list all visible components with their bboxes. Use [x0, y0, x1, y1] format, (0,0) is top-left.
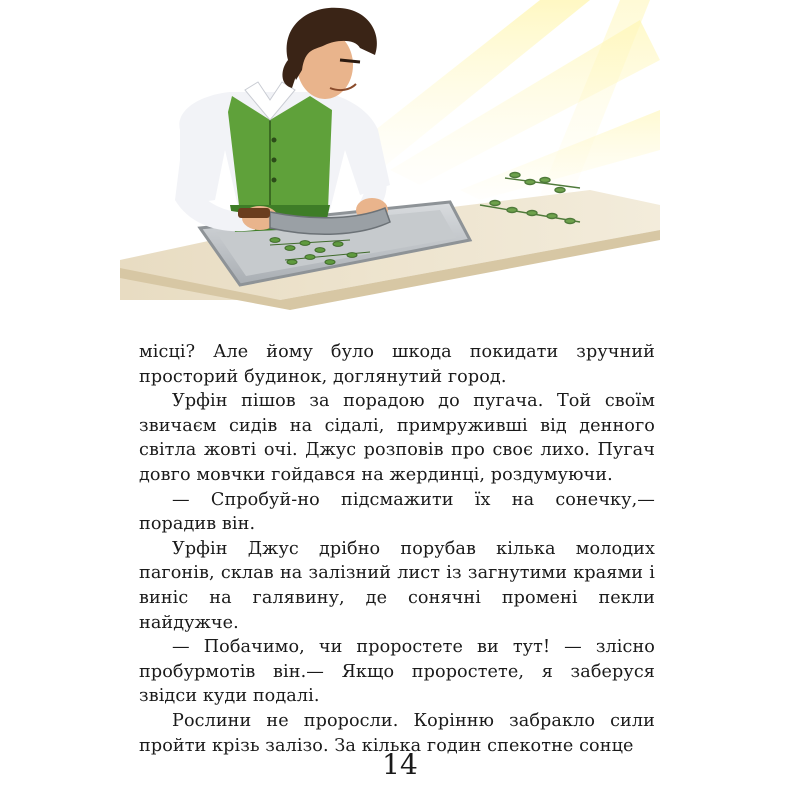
paragraph: — Побачимо, чи проростете ви тут! — злісно пробурмотів він.— Якщо проростете, я заберуся звідси куди подалі. — [139, 637, 655, 707]
paragraph: місці? Але йому було шкода покидати зручний просторий будинок, доглянутий город. — [139, 342, 655, 387]
paragraph: — Спробуй-но підсмажити їх на сонечку,— порадив він. — [139, 489, 655, 535]
paragraph: Рослини не проросли. Корінню забракло сили пройти крізь залізо. За кілька годин спекотне сонце — [139, 710, 655, 756]
paragraph: Урфін пішов за порадою до пугача. Той своїм звичаєм сидів на сідалі, примружившi від денного світла жовті очі. Джус розповів про своє лихо. Пугач довго мовчки гойдався на жердинці, роздумуючи. — [139, 391, 655, 485]
illustration-man-chopping-plants — [120, 0, 660, 310]
paragraph: Урфін Джус дрібно порубав кілька молодих пагонів, склав на залізний лист із загнутими краями і виніс на галявину, де сонячні промені пекли найдужче. — [139, 538, 655, 633]
story-text — [139, 340, 655, 758]
page-number: 14 — [382, 748, 418, 781]
